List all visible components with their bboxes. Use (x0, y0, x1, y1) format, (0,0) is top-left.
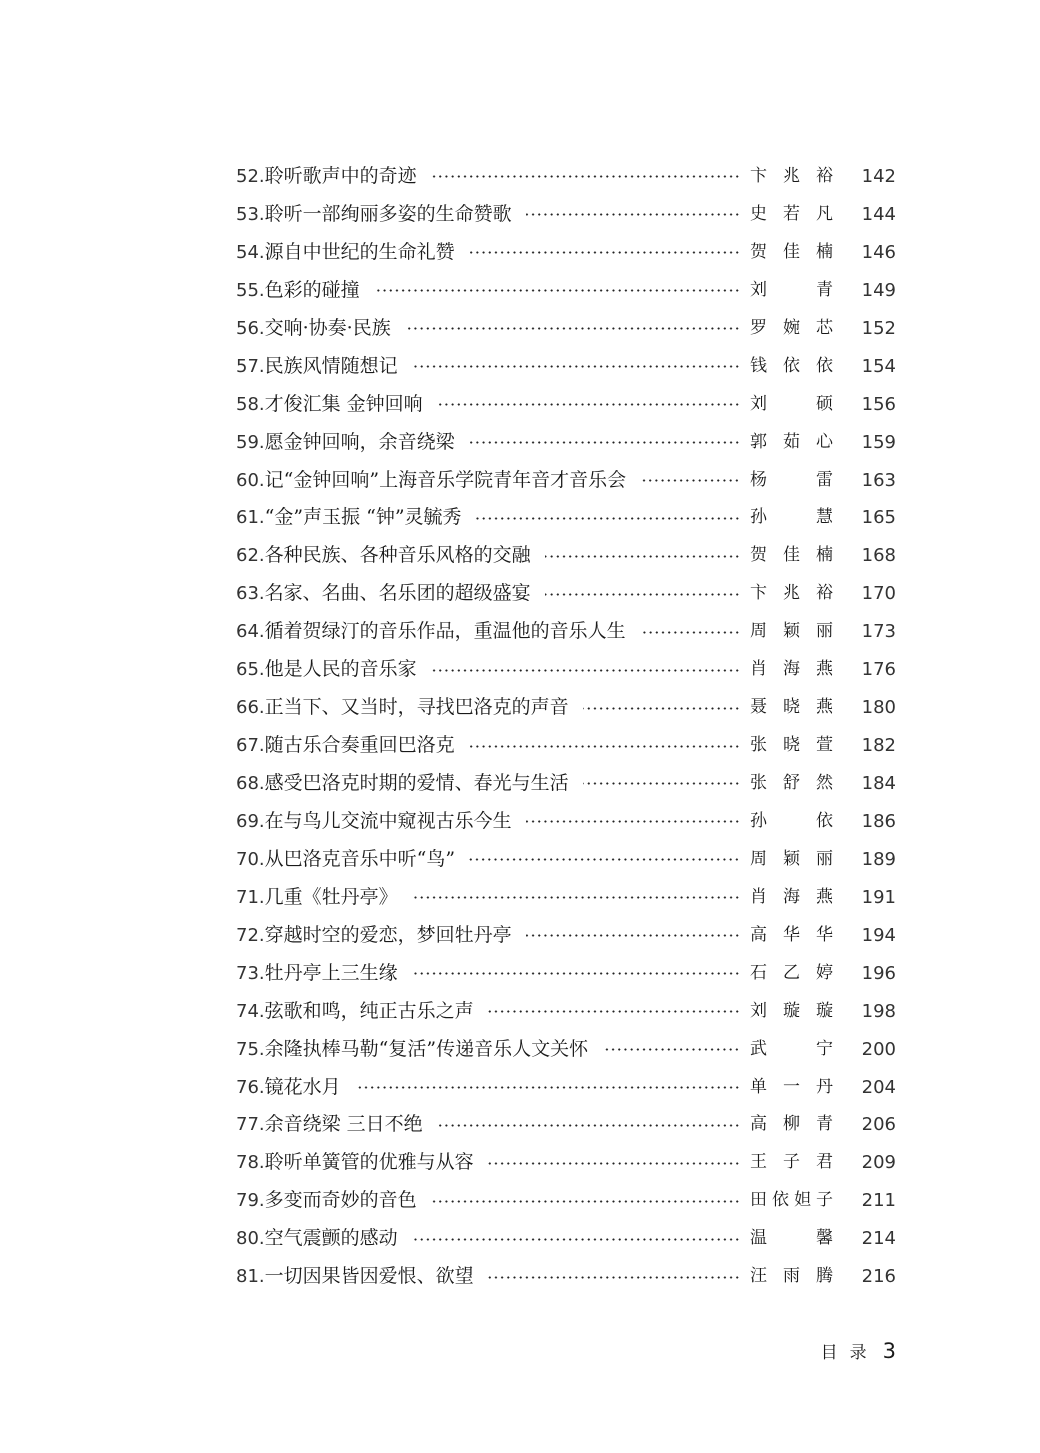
entry-title: 穿越时空的爱恋，梦回牡丹亭 (264, 923, 512, 946)
entry-author: 肖海燕 (750, 659, 834, 680)
entry-author: 高华华 (750, 924, 834, 945)
toc-entry[interactable] (236, 158, 896, 196)
entry-page-number: 184 (861, 773, 896, 794)
dot-leader (431, 1200, 740, 1203)
dot-leader (431, 175, 740, 178)
dot-leader (488, 1276, 740, 1279)
toc-entry[interactable] (236, 537, 896, 575)
toc-entry[interactable] (236, 424, 896, 462)
page-footer (780, 1338, 896, 1363)
toc-entry[interactable] (236, 1220, 896, 1258)
entry-number: 77. (236, 1114, 265, 1136)
entry-author: 王子君 (750, 1152, 834, 1173)
entry-number: 52. (236, 166, 265, 187)
toc-entry[interactable] (236, 1069, 896, 1107)
entry-number: 59. (236, 431, 265, 453)
dot-leader (469, 858, 740, 861)
table-of-contents (236, 158, 896, 1296)
toc-entry[interactable] (236, 1106, 896, 1144)
entry-page-number: 142 (861, 166, 896, 187)
entry-page-number: 196 (861, 962, 896, 984)
entry-page-number: 214 (861, 1228, 896, 1250)
toc-entry[interactable] (236, 462, 896, 500)
toc-entry[interactable] (236, 499, 896, 537)
entry-author: 杨 雷 (750, 469, 834, 490)
entry-title: 几重《牡丹亭》 (264, 885, 398, 908)
entry-number: 65. (236, 659, 265, 681)
dot-leader (469, 441, 740, 444)
entry-title: 聆听一部绚丽多姿的生命赞歌 (264, 202, 512, 225)
entry-number: 56. (236, 317, 265, 339)
toc-entry[interactable] (236, 310, 896, 348)
entry-author: 张舒然 (750, 773, 834, 793)
entry-number: 67. (236, 735, 265, 757)
entry-author: 温 馨 (750, 1228, 834, 1249)
entry-title: 弦歌和鸣，纯正古乐之声 (264, 999, 474, 1022)
entry-page-number: 194 (861, 924, 896, 946)
entry-title: 正当下、又当时，寻找巴洛克的声音 (264, 696, 569, 719)
entry-page-number: 191 (861, 886, 896, 908)
entry-title: 在与鸟儿交流中窥视古乐今生 (264, 809, 512, 832)
footer-page-number: 3 (882, 1339, 896, 1363)
entry-author: 刘 青 (750, 279, 834, 300)
entry-author: 武 宁 (750, 1038, 834, 1059)
dot-leader (476, 517, 740, 520)
toc-entry[interactable] (236, 613, 896, 651)
entry-number: 60. (236, 469, 265, 491)
entry-page-number: 209 (861, 1152, 896, 1174)
entry-number: 71. (236, 886, 265, 908)
dot-leader (431, 669, 740, 672)
entry-author: 石乙婷 (750, 962, 834, 983)
entry-title: 多变而奇妙的音色 (264, 1189, 417, 1212)
dot-leader (355, 1086, 740, 1089)
entry-page-number: 189 (861, 848, 896, 870)
entry-title: 各种民族、各种音乐风格的交融 (264, 544, 531, 567)
dot-leader (437, 1124, 740, 1127)
dot-leader (412, 1238, 740, 1241)
toc-entry[interactable] (236, 272, 896, 310)
toc-entry[interactable] (236, 727, 896, 765)
entry-title: 牡丹亭上三生缘 (264, 961, 398, 984)
dot-leader (602, 1048, 740, 1051)
entry-page-number: 180 (861, 697, 896, 719)
dot-leader (545, 555, 740, 558)
dot-leader (437, 403, 740, 406)
toc-entry[interactable] (236, 765, 896, 803)
entry-title: 交响·协奏·民族 (264, 316, 391, 339)
entry-number: 62. (236, 545, 265, 567)
entry-author: 孙 依 (750, 810, 834, 831)
entry-page-number: 206 (861, 1114, 896, 1136)
entry-page-number: 165 (861, 507, 896, 529)
entry-title: 随古乐合奏重回巴洛克 (264, 734, 455, 757)
entry-author: 钱依依 (750, 355, 834, 376)
entry-title: 感受巴洛克时期的爱情、春光与生活 (264, 772, 569, 794)
dot-leader (526, 934, 740, 937)
dot-leader (412, 972, 740, 975)
entry-number: 57. (236, 355, 265, 377)
entry-author: 罗婉芯 (750, 317, 834, 338)
toc-entry[interactable] (236, 575, 896, 613)
entry-author: 田依妲子 (750, 1190, 834, 1211)
entry-author: 郭茹心 (750, 431, 834, 452)
entry-author: 张晓萱 (750, 735, 834, 756)
entry-page-number: 211 (861, 1190, 896, 1212)
entry-page-number: 216 (861, 1266, 896, 1288)
dot-leader (640, 479, 740, 482)
entry-author: 周颖丽 (750, 848, 834, 869)
entry-page-number: 163 (861, 469, 896, 491)
entry-title: 从巴洛克音乐中听“鸟” (264, 847, 456, 870)
entry-page-number: 154 (861, 355, 896, 377)
entry-title: 聆听歌声中的奇迹 (264, 165, 417, 187)
toc-entry[interactable] (236, 955, 896, 993)
toc-entry[interactable] (236, 1182, 896, 1220)
entry-number: 61. (236, 507, 265, 529)
entry-title: 才俊汇集 金钟回响 (264, 392, 423, 415)
entry-author: 贺佳楠 (750, 241, 834, 262)
entry-author: 单一丹 (750, 1076, 834, 1097)
footer-section-label: 目录 (820, 1343, 879, 1363)
entry-page-number: 176 (861, 659, 896, 681)
toc-entry[interactable] (236, 879, 896, 917)
entry-page-number: 146 (861, 241, 896, 263)
dot-leader (374, 289, 740, 292)
entry-page-number: 182 (861, 735, 896, 757)
entry-number: 72. (236, 924, 265, 946)
dot-leader (526, 820, 740, 823)
toc-entry[interactable] (236, 803, 896, 841)
toc-entry[interactable] (236, 348, 896, 386)
entry-author: 刘 硕 (750, 393, 834, 414)
entry-number: 81. (236, 1266, 265, 1288)
entry-number: 75. (236, 1038, 265, 1060)
entry-author: 卞兆裕 (750, 166, 834, 186)
entry-title: 镜花水月 (264, 1075, 341, 1098)
entry-number: 68. (236, 773, 265, 794)
entry-author: 聂晓燕 (750, 697, 834, 718)
entry-number: 78. (236, 1152, 265, 1174)
entry-page-number: 170 (861, 583, 896, 605)
dot-leader (469, 251, 740, 254)
entry-number: 66. (236, 697, 265, 719)
entry-author: 贺佳楠 (750, 545, 834, 566)
entry-number: 63. (236, 583, 265, 605)
entry-page-number: 152 (861, 317, 896, 339)
dot-leader (583, 707, 740, 710)
entry-author: 高柳青 (750, 1114, 834, 1135)
entry-author: 汪雨腾 (750, 1266, 834, 1287)
entry-title: 色彩的碰撞 (264, 278, 360, 301)
entry-title: 愿金钟回响，余音绕梁 (264, 430, 455, 453)
dot-leader (583, 782, 740, 785)
entry-page-number: 198 (861, 1000, 896, 1022)
entry-title: 他是人民的音乐家 (264, 658, 417, 681)
entry-page-number: 156 (861, 393, 896, 415)
toc-entry[interactable] (236, 689, 896, 727)
entry-page-number: 159 (861, 431, 896, 453)
entry-title: “金”声玉振 “钟”灵毓秀 (264, 506, 462, 529)
toc-entry[interactable] (236, 841, 896, 879)
entry-title: 记“金钟回响”上海音乐学院青年音才音乐会 (264, 468, 627, 491)
entry-title: 名家、名曲、名乐团的超级盛宴 (264, 582, 531, 605)
dot-leader (545, 593, 740, 596)
entry-author: 刘璇璇 (750, 1000, 834, 1021)
dot-leader (526, 213, 740, 216)
entry-number: 74. (236, 1000, 265, 1022)
entry-number: 58. (236, 393, 265, 415)
toc-entry[interactable] (236, 993, 896, 1031)
entry-title: 循着贺绿汀的音乐作品，重温他的音乐人生 (264, 620, 626, 643)
toc-entry[interactable] (236, 196, 896, 234)
entry-title: 聆听单簧管的优雅与从容 (264, 1151, 474, 1174)
entry-page-number: 204 (861, 1076, 896, 1098)
dot-leader (412, 365, 740, 368)
entry-title: 余隆执棒马勒“复活”传递音乐人文关怀 (264, 1037, 589, 1060)
entry-title: 空气震颤的感动 (264, 1227, 398, 1250)
toc-entry[interactable] (236, 234, 896, 272)
toc-entry[interactable] (236, 917, 896, 955)
entry-page-number: 186 (861, 810, 896, 832)
toc-entry[interactable] (236, 651, 896, 689)
entry-author: 卞兆裕 (750, 583, 834, 604)
toc-entry[interactable] (236, 386, 896, 424)
entry-title: 民族风情随想记 (264, 354, 398, 377)
dot-leader (640, 631, 740, 634)
entry-author: 周颖丽 (750, 621, 834, 642)
entry-title: 一切因果皆因爱恨、欲望 (264, 1265, 474, 1288)
dot-leader (412, 896, 740, 899)
entry-page-number: 173 (861, 621, 896, 643)
entry-number: 76. (236, 1076, 265, 1098)
dot-leader (488, 1162, 740, 1165)
entry-number: 80. (236, 1228, 265, 1250)
dot-leader (405, 327, 740, 330)
entry-author: 孙 慧 (750, 507, 834, 528)
entry-page-number: 149 (861, 279, 896, 301)
entry-number: 70. (236, 848, 265, 870)
entry-author: 史若凡 (750, 203, 834, 224)
entry-number: 53. (236, 203, 265, 225)
entry-number: 55. (236, 279, 265, 301)
dot-leader (469, 745, 740, 748)
toc-entry[interactable] (236, 1031, 896, 1069)
entry-page-number: 144 (861, 203, 896, 225)
dot-leader (488, 1010, 740, 1013)
entry-page-number: 168 (861, 545, 896, 567)
entry-number: 69. (236, 810, 265, 832)
entry-page-number: 200 (861, 1038, 896, 1060)
entry-number: 79. (236, 1190, 265, 1212)
entry-title: 余音绕梁 三日不绝 (264, 1113, 423, 1136)
entry-number: 54. (236, 241, 265, 263)
toc-entry[interactable] (236, 1144, 896, 1182)
toc-entry[interactable] (236, 1258, 896, 1296)
entry-number: 73. (236, 962, 265, 984)
entry-number: 64. (236, 621, 265, 643)
entry-title: 源自中世纪的生命礼赞 (264, 240, 455, 263)
entry-author: 肖海燕 (750, 886, 834, 907)
